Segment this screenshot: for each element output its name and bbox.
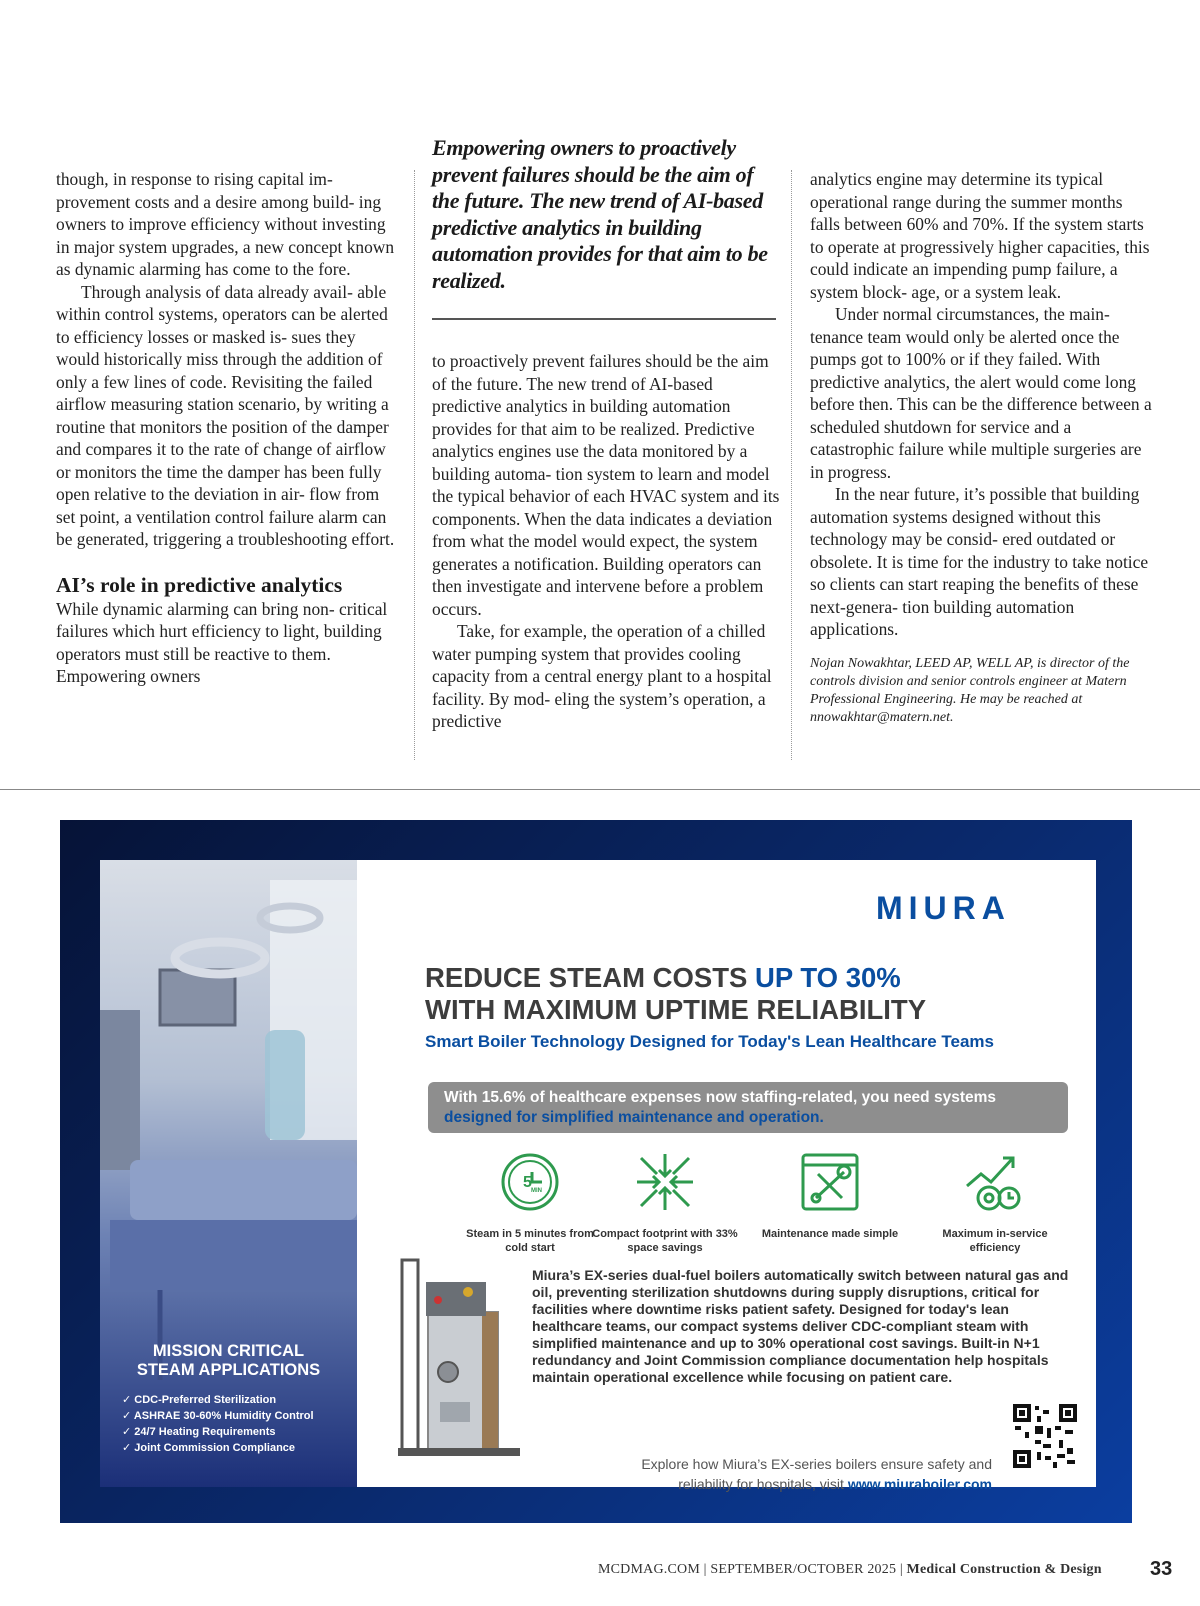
mission-list-item: ✓ ASHRAE 30-60% Humidity Control (122, 1410, 314, 1422)
miura-logo-text: MIURA (876, 890, 1011, 926)
feature-maintenance-simple (755, 1150, 905, 1241)
feature-steam-5-min (455, 1150, 605, 1255)
col1-paragraph-3: While dynamic alarming can bring non- critical failures which hurt efficiency to light, building operators must still be reactive to them. Empowering owners (56, 598, 388, 686)
miura-website-link[interactable]: www.miuraboiler.com (847, 1476, 992, 1492)
miura-logo (876, 890, 1011, 927)
ad-banner (428, 1082, 1068, 1133)
page-footer (598, 1562, 1102, 1578)
section-subhead: AI’s role in predictive analytics (56, 572, 343, 597)
banner-line-2: designed for simplified maintenance and operation. (444, 1109, 824, 1126)
page-number: 33 (1150, 1558, 1173, 1580)
footer-publication: Medical Construction & Design (906, 1562, 1102, 1577)
column-divider (791, 170, 792, 760)
boiler-product-image (398, 1252, 520, 1459)
col1-paragraph-1: though, in response to rising capital im- provement costs and a desire among build- ing owners to improve efficiency without investing in major system upgrades, a new concept known as dynamic alarming has come to the fore. (56, 169, 395, 279)
cta-line-2: reliability for hospitals, visit (678, 1476, 848, 1492)
headline-part: REDUCE STEAM COSTS (425, 962, 756, 993)
svg-text:MIN: MIN (531, 1188, 542, 1194)
efficiency-gear-chart-icon (963, 1150, 1027, 1214)
headline-highlight: UP TO 30% (755, 962, 901, 993)
wrench-screwdriver-icon (798, 1150, 862, 1214)
article-column-1 (56, 168, 396, 688)
mission-critical-title (100, 1342, 357, 1379)
feature-label: Steam in 5 minutes from cold start (466, 1228, 594, 1254)
page-divider (0, 789, 1200, 790)
col3-paragraph-2: Under normal circumstances, the main- tenance team would only be alerted once the pumps got to 100% or if they failed. With predictive analytics, the alert would come long before then. This can be the difference between a scheduled shutdown for service and a catastrophic failure while multiple surgeries are in progress. (810, 304, 1152, 482)
mission-list (122, 1392, 314, 1456)
column-divider (414, 170, 415, 760)
feature-compact-footprint (590, 1150, 740, 1255)
col3-paragraph-3: In the near future, it’s possible that building automation systems designed without this technology may be consid- ered outdated or obsolete. It is time for the industry to take notice so clients can start reaping the benefits of these next-genera- tion building automation applications. (810, 484, 1149, 639)
mission-list-item: ✓ CDC-Preferred Sterilization (122, 1394, 277, 1406)
pull-quote: Empowering owners to proactively prevent failures should be the aim of the future. The new trend of AI-based predictive analytics in building automation provides for that aim to be realized. (432, 135, 768, 293)
col2-paragraph-2: Take, for example, the operation of a chilled water pumping system that provides cooling capacity from a central energy plant to a hospital facility. By mod- eling the system’s operation, a predictive (432, 621, 772, 731)
clock-5-min-icon (498, 1150, 562, 1214)
qr-code-icon[interactable] (1013, 1404, 1077, 1468)
compact-arrows-icon (633, 1150, 697, 1214)
ad-body-copy: Miura’s EX-series dual-fuel boilers automatically switch between natural gas and oil, preventing sterilization shutdowns during supply disruptions, critical for facilities where downtime risks patient safety. Designed for today's lean healthcare teams, our compact systems deliver CDC-compliant steam with simplified maintenance and up to 30% operational cost savings. Built-in N+1 redundancy and Joint Commission compliance documentation help hospitals maintain operational excellence while focusing on patient care. (532, 1267, 1069, 1385)
col2-paragraph-1: to proactively prevent failures should be the aim of the future. The new trend of AI-based predictive analytics in building automation provides for that aim to be realized. Predictive analytics engines use the data monitored by a building automa- tion system to learn and model the typical behavior of each HVAC system and its components. When the data indicates a deviation from what the model would expect, the system generates a notification. Building operators can then investigate and intervene before a problem occurs. (432, 351, 780, 619)
feature-label: Maintenance made simple (761, 1228, 899, 1240)
mission-title-line-1: MISSION CRITICAL (152, 1342, 305, 1360)
author-bio: Nojan Nowakhtar, LEED AP, WELL AP, is director of the controls division and senior controls engineer at Matern Professional Engineering. He may be reached at nnowakhtar@matern.net. (810, 655, 1130, 725)
ad-headline (425, 962, 926, 1026)
feature-efficiency (920, 1150, 1070, 1255)
mission-title-line-2: STEAM APPLICATIONS (136, 1360, 321, 1379)
feature-label: Maximum in-service efficiency (942, 1228, 1048, 1254)
article-column-2 (432, 350, 780, 733)
article-column-3 (810, 168, 1155, 727)
footer-site: MCDMAG.COM | SEPTEMBER/OCTOBER 2025 | (598, 1562, 907, 1577)
feature-label: Compact footprint with 33% space savings (592, 1228, 738, 1254)
banner-line-1: With 15.6% of healthcare expenses now staffing-related, you need systems (444, 1089, 996, 1106)
col3-paragraph-1: analytics engine may determine its typical operational range during the summer months falls between 60% and 70%. If the system starts to operate at progressively higher capacities, this could indicate an impending pump failure, a system block- age, or a system leak. (810, 169, 1150, 302)
col1-paragraph-2: Through analysis of data already avail- able within control systems, operators can be alerted to efficiency losses or masked is- sues they would historically miss through the addition of only a few lines of code. Revisiting the failed airflow measuring station scenario, by writing a routine that monitors the position of the damper and compares it to the rate of change of airflow or monitors the time the damper has been fully open relative to the deviation in air- flow from set point, a ventilation control failure alarm can be generated, triggering a troubleshooting effort. (56, 281, 395, 549)
headline-line-2: WITH MAXIMUM UPTIME RELIABILITY (425, 994, 927, 1025)
mission-list-item: ✓ Joint Commission Compliance (122, 1442, 296, 1454)
svg-text:5: 5 (523, 1174, 532, 1191)
ad-call-to-action (560, 1454, 992, 1494)
cta-line-1: Explore how Miura’s EX-series boilers ensure safety and (641, 1456, 992, 1472)
hospital-room-photo (100, 860, 357, 1487)
mission-list-item: ✓ 24/7 Heating Requirements (122, 1426, 276, 1438)
pull-quote-rule (432, 318, 776, 320)
ad-subheadline: Smart Boiler Technology Designed for Today's Lean Healthcare Teams (425, 1032, 994, 1051)
